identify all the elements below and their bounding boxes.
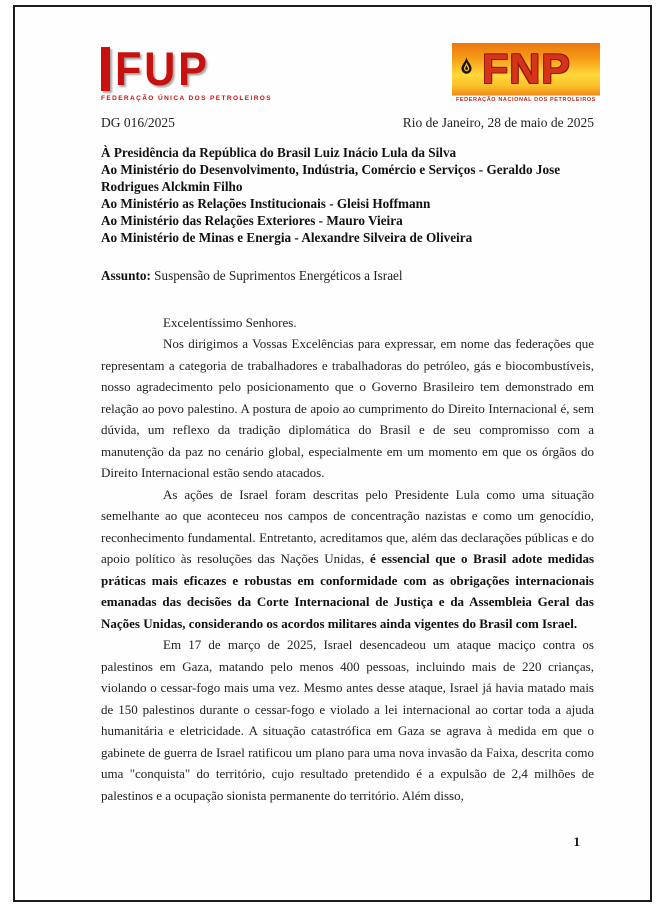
date-line: Rio de Janeiro, 28 de maio de 2025 [402, 115, 594, 130]
document-reference: DG 016/2025 [101, 115, 175, 130]
recipient-line: Ao Ministério das Relações Exteriores - Mauro Vieira [101, 213, 403, 228]
oil-drop-icon [460, 56, 473, 75]
paragraph-2 [101, 484, 594, 635]
subject-label: Assunto: [101, 268, 151, 283]
fnp-logo-tagline: FEDERAÇÃO NACIONAL DOS PETROLEIROS [452, 95, 600, 105]
subject-line [101, 268, 594, 284]
page-number: 1 [573, 834, 580, 849]
fup-logo-row [101, 42, 271, 95]
paragraph-1 [101, 333, 594, 484]
paragraph-3 [101, 634, 594, 806]
reference-date-row [101, 115, 594, 131]
salutation: Excelentíssimo Senhores. [163, 315, 297, 330]
recipient-line: Ao Ministério do Desenvolvimento, Indústria, Comércio e Serviços - Geraldo Jose Rodrigues Alckmin Filho [101, 162, 561, 194]
paragraph-2-text: As ações de Israel foram descritas pelo Presidente Lula como uma situação semelhante ao que aconteceu nos campos de concentração nazistas e como um genocídio, reconhecimento fundamental. Entretanto, acreditamos que, além das declarações públicas e do apoio político às resoluções das Nações Unidas, [101, 486, 594, 566]
paragraph-2-bold-text: é essencial que o Brasil adote medidas práticas mais eficazes e robustas em conformidade com as obrigações internacionais emanadas das decisões da Corte Internacional de Justiça e da Assembleia Geral das Nações Unidas, considerando os acordos militares ainda vigentes do Brasil com Israel. [101, 551, 594, 631]
fnp-logo-acronym: FNP [481, 45, 571, 92]
fup-logo-acronym: FUP [115, 42, 210, 95]
recipient-line: Ao Ministério de Minas e Energia - Alexandre Silveira de Oliveira [101, 230, 473, 245]
fup-logo-bar-icon [101, 47, 110, 91]
letter-body [101, 312, 594, 806]
scanned-letter-page [13, 5, 652, 902]
letterhead [93, 42, 597, 109]
recipient-line: À Presidência da República do Brasil Luiz Inácio Lula da Silva [101, 145, 457, 160]
recipients-block [101, 144, 594, 246]
fnp-logo-main [452, 43, 600, 95]
fnp-logo [452, 43, 600, 105]
paragraph-1-text: Nos dirigimos a Vossas Excelências para expressar, em nome das federações que representam a categoria de trabalhadores e trabalhadoras do petróleo, gás e biocombustíveis, nosso agradecimento pelo posicionamento que o Governo Brasileiro tem demonstrado em relação ao povo palestino. A postura de apoio ao cumprimento do Direito Internacional é, sem dúvida, um reflexo da tradição diplomática do Brasil e de seu compromisso com a manutenção da paz no cenário global, especialmente em um momento em que os órgãos do Direito Internacional estão sendo atacados. [101, 336, 594, 480]
recipient-line: Ao Ministério as Relações Institucionais - Gleisi Hoffmann [101, 196, 431, 211]
fup-logo [101, 43, 271, 102]
fup-logo-tagline: FEDERAÇÃO ÚNICA DOS PETROLEIROS [101, 95, 273, 102]
subject-text: Suspensão de Suprimentos Energéticos a Israel [150, 268, 403, 283]
paragraph-3-text: Em 17 de março de 2025, Israel desencadeou um ataque maciço contra os palestinos em Gaza, matando pelo menos 400 pessoas, incluindo mais de 220 crianças, violando o cessar-fogo mais uma vez. Mesmo antes desse ataque, Israel já havia matado mais de 150 palestinos durante o cessar-fogo e violado a lei internacional ao cortar toda a ajuda humanitária e eletricidade. A situação catastrófica em Gaza se agrava à medida em que o gabinete de guerra de Israel ratificou um plano para uma nova invasão da Faixa, descrita como uma "conquista" do território, cujo resultado pretendido é a expulsão de 2,4 milhões de palestinos e a ocupação sionista permanente do território. Além disso, [101, 637, 594, 803]
